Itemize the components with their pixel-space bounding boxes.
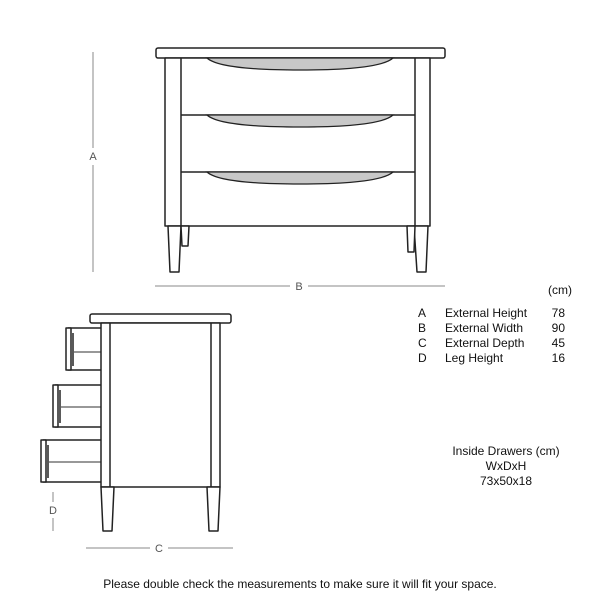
front-inner-right-leg (407, 226, 415, 252)
front-inner-left-leg (181, 226, 189, 246)
front-view (156, 48, 445, 272)
inside-drawers-title: Inside Drawers (cm) (452, 444, 560, 458)
dimension-d-label: D (49, 505, 57, 517)
spec-row (418, 351, 565, 366)
spec-value: 16 (551, 351, 565, 365)
spec-value: 90 (551, 321, 565, 335)
side-top (90, 314, 231, 323)
spec-name: External Height (445, 306, 528, 320)
spec-key: C (418, 336, 427, 350)
front-right-leg (414, 226, 428, 272)
front-top (156, 48, 445, 58)
dimension-c-label: C (155, 543, 163, 555)
spec-value: 45 (551, 336, 565, 350)
open-drawer-3 (41, 440, 103, 482)
side-front-leg (101, 487, 114, 531)
spec-key: B (418, 321, 427, 335)
spec-table (418, 306, 565, 366)
spec-row (418, 321, 565, 336)
inside-drawers-info (436, 444, 576, 489)
side-view (41, 314, 231, 531)
spec-name: External Depth (445, 336, 525, 350)
spec-row (418, 306, 565, 321)
side-body (101, 323, 220, 487)
spec-name: Leg Height (445, 351, 504, 365)
spec-key: D (418, 351, 427, 365)
inside-drawers-format: WxDxH (485, 459, 527, 473)
dimension-a-label: A (89, 151, 97, 163)
dimension-b-label: B (295, 281, 303, 293)
footer-note: Please double check the measurements to make sure it will fit your space. (103, 577, 497, 591)
unit-label: (cm) (548, 283, 572, 297)
front-left-leg (168, 226, 181, 272)
spec-row (418, 336, 565, 351)
spec-value: 78 (551, 306, 565, 320)
front-body (165, 58, 430, 226)
side-back-leg (207, 487, 220, 531)
inside-drawers-values: 73x50x18 (479, 474, 533, 488)
spec-name: External Width (445, 321, 524, 335)
spec-key: A (418, 306, 427, 320)
open-drawer-1 (66, 328, 103, 370)
open-drawer-2 (53, 385, 103, 427)
